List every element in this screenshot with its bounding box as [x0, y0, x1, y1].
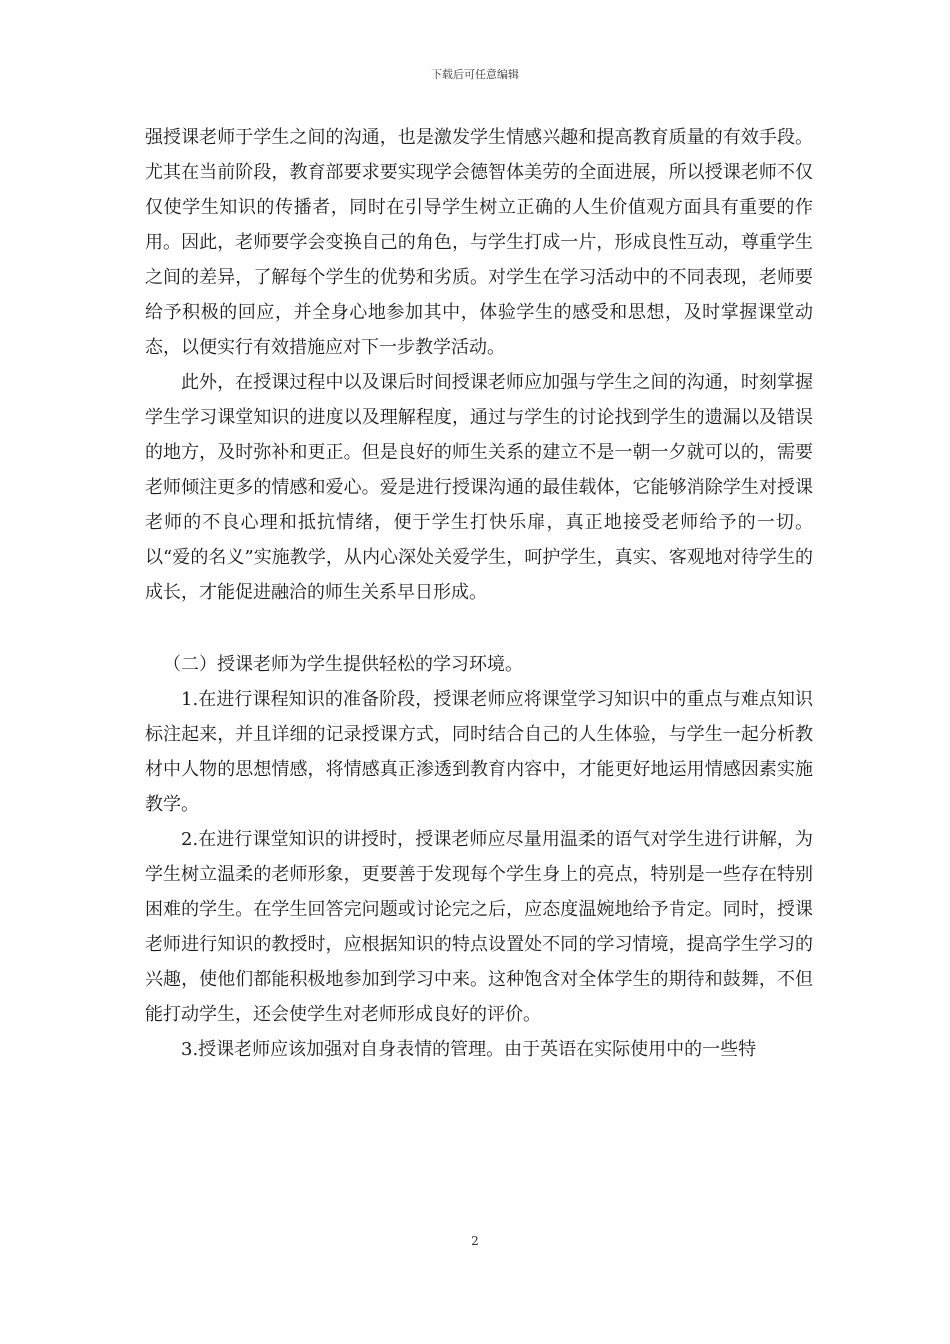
- paragraph-1: 强授课老师于学生之间的沟通，也是激发学生情感兴趣和提高教育质量的有效手段。尤其在当前阶段，教育部要求要实现学会德智体美劳的全面进展，所以授课老师不仅仅使学生知识的传播者，同时在引导学生树立正确的人生价值观方面具有重要的作用。因此，老师要学会变换自己的角色，与学生打成一片，形成良性互动，尊重学生之间的差异，了解每个学生的优势和劣质。对学生在学习活动中的不同表现，老师要给予积极的回应，并全身心地参加其中，体验学生的感受和思想，及时掌握课堂动态，以便实行有效措施应对下一步教学活动。: [145, 127, 813, 358]
- section-heading: （二）授课老师为学生提供轻松的学习环境。: [163, 654, 523, 675]
- page-header: 下载后可任意编辑: [431, 68, 519, 81]
- paragraph-2: 此外，在授课过程中以及课后时间授课老师应加强与学生之间的沟通，时刻掌握学生学习课堂知识的进度以及理解程度，通过与学生的讨论找到学生的遗漏以及错误的地方，及时弥补和更正。但是良好的师生关系的建立不是一朝一夕就可以的，需要老师倾注更多的情感和爱心。爱是进行授课沟通的最佳载体，它能够消除学生对授课老师的不良心理和抵抗情绪，便于学生打快乐扉，真正地接受老师给予的一切。以“爱的名义”实施教学，从内心深处关爱学生，呵护学生，真实、客观地对待学生的成长，才能促进融洽的师生关系早日形成。: [145, 372, 813, 603]
- page-number: 2: [471, 1234, 479, 1248]
- document-body: [145, 120, 813, 1067]
- list-item-3: 3.授课老师应该加强对自身表情的管理。由于英语在实际使用中的一些特: [181, 1039, 757, 1060]
- list-item-2: 2.在进行课堂知识的讲授时，授课老师应尽量用温柔的语气对学生进行讲解，为学生树立温柔的老师形象，更要善于发现每个学生身上的亮点，特别是一些存在特别困难的学生。在学生回答完问题或讨论完之后，应态度温婉地给予肯定。同时，授课老师进行知识的教授时，应根据知识的特点设置处不同的学习情境，提高学生学习的兴趣，使他们都能积极地参加到学习中来。这种饱含对全体学生的期待和鼓舞，不但能打动学生，还会使学生对老师形成良好的评价。: [145, 829, 813, 1025]
- list-item-1: 1.在进行课程知识的准备阶段，授课老师应将课堂学习知识中的重点与难点知识标注起来，并且详细的记录授课方式，同时结合自己的人生体验，与学生一起分析教材中人物的思想情感，将情感真正渗透到教育内容中，才能更好地运用情感因素实施教学。: [145, 689, 813, 815]
